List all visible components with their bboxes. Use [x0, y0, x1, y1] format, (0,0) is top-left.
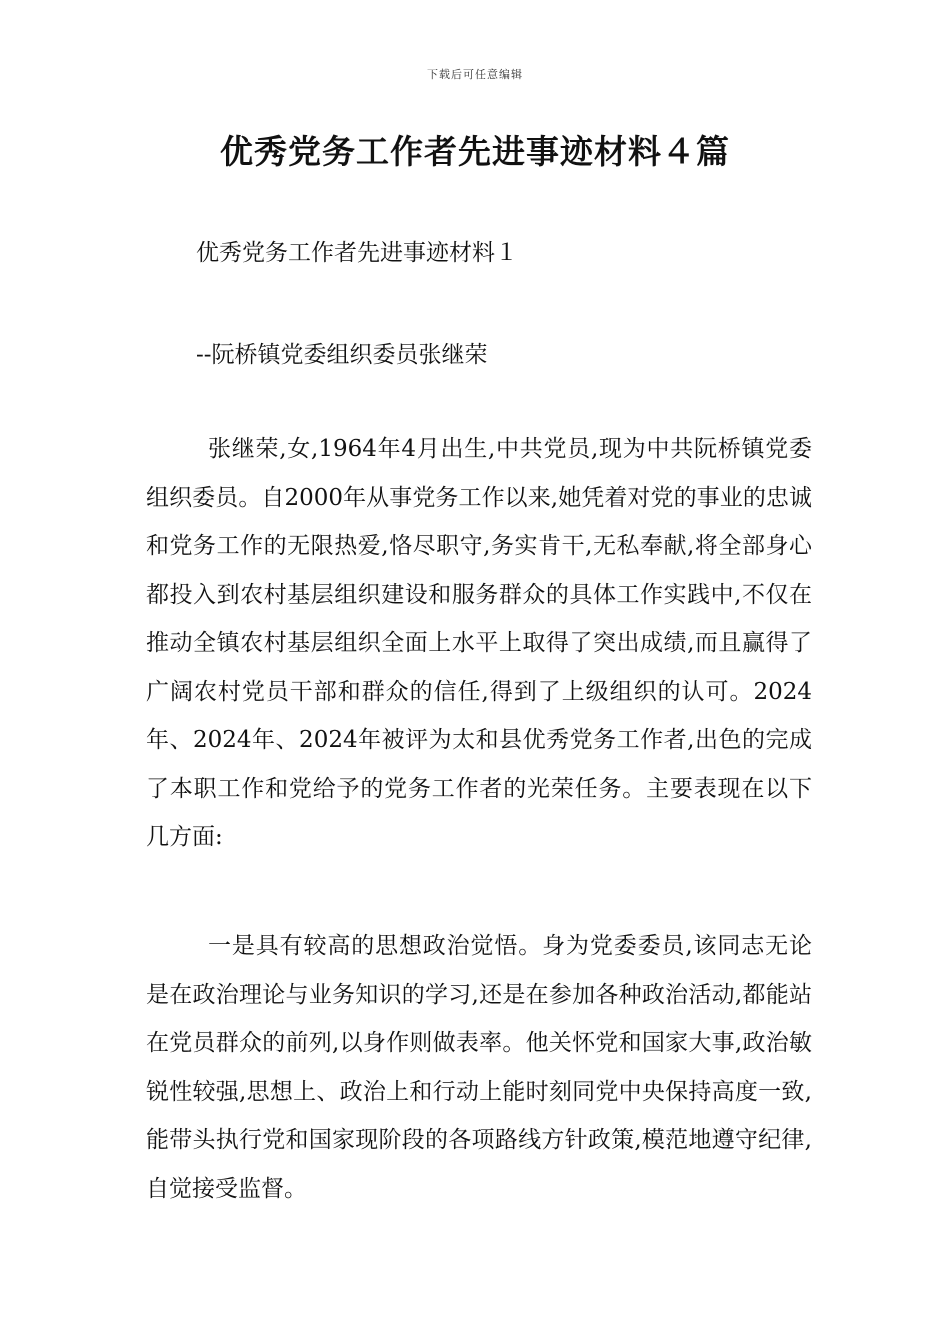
header-note: 下载后可任意编辑	[427, 68, 523, 81]
document-title: 优秀党务工作者先进事迹材料４篇	[220, 132, 730, 171]
section-title: 优秀党务工作者先进事迹材料１	[196, 240, 518, 266]
body-paragraph-2: 一是具有较高的思想政治觉悟。身为党委委员,该同志无论是在政治理论与业务知识的学习,还是在参加各种政治活动,都能站在党员群众的前列,以身作则做表率。他关怀党和国家大事,政治敏锐性较强,思想上、政治上和行动上能时刻同党中央保持高度一致,能带头执行党和国家现阶段的各项路线方针政策,模范地遵守纪律,自觉接受监督。	[146, 933, 812, 1202]
body-paragraph-1: 张继荣,女,1964年4月出生,中共党员,现为中共阮桥镇党委组织委员。自2000年从事党务工作以来,她凭着对党的事业的忠诚和党务工作的无限热爱,恪尽职守,务实肯干,无私奉献,将全部身心都投入到农村基层组织建设和服务群众的具体工作实践中,不仅在推动全镇农村基层组织全面上水平上取得了突出成绩,而且赢得了广阔农村党员干部和群众的信任,得到了上级组织的认可。2024年、2024年、2024年被评为太和县优秀党务工作者,出色的完成了本职工作和党给予的党务工作者的光荣任务。主要表现在以下几方面:	[146, 436, 812, 850]
byline: --阮桥镇党委组织委员张继荣	[196, 342, 488, 368]
